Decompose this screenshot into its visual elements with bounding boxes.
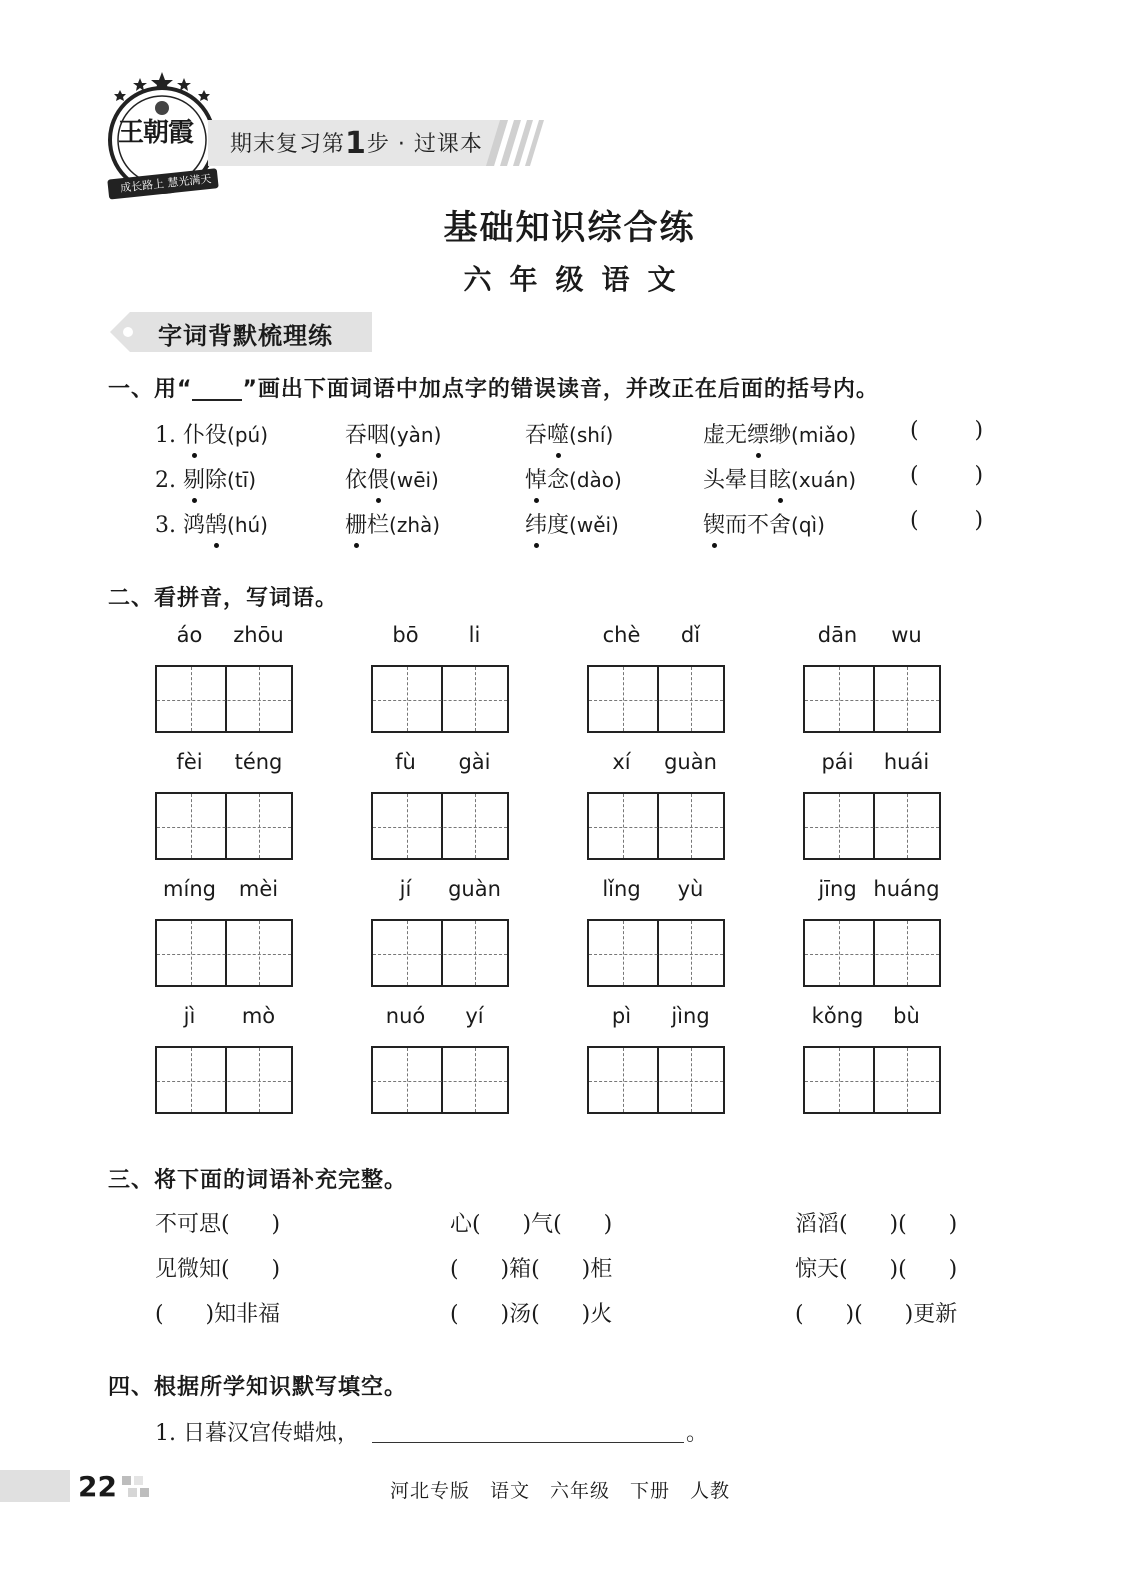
grid-divider bbox=[873, 794, 875, 858]
grid-guide-vertical bbox=[475, 794, 476, 858]
q4-line-1-prefix: 1. 日暮汉宫传蜡烛， bbox=[155, 1421, 359, 1446]
idiom-blank[interactable]: ( )( )更新 bbox=[795, 1302, 958, 1327]
pinyin-syllable: pì bbox=[611, 1004, 632, 1028]
q2-heading: 二、看拼音，写词语。 bbox=[108, 586, 339, 611]
dotted-char: 咽 bbox=[367, 418, 389, 449]
dotted-char: 悼 bbox=[525, 463, 547, 494]
pinyin-syllable: guàn bbox=[664, 750, 717, 774]
pinyin-syllable: kǒng bbox=[811, 1004, 864, 1028]
idiom-blank[interactable]: ( )汤( )火 bbox=[450, 1302, 613, 1327]
pinyin-syllable: téng bbox=[234, 750, 283, 774]
dotted-char: 栅 bbox=[345, 508, 367, 539]
pinyin-syllable: bù bbox=[893, 1004, 920, 1028]
writing-grid[interactable] bbox=[587, 665, 725, 733]
pinyin: (pú) bbox=[227, 423, 269, 447]
grid-guide-vertical bbox=[907, 1048, 908, 1112]
dotted-char: 噬 bbox=[547, 418, 569, 449]
footer-deco bbox=[122, 1476, 131, 1485]
grid-guide-horizontal bbox=[589, 700, 723, 701]
writing-grid[interactable] bbox=[155, 1046, 293, 1114]
q3-heading: 三、将下面的词语补充完整。 bbox=[108, 1168, 408, 1193]
pinyin-syllable: jí bbox=[399, 877, 412, 901]
pinyin-syllable: fèi bbox=[176, 750, 203, 774]
idiom-blank[interactable]: 惊天( )( ) bbox=[795, 1257, 958, 1282]
grid-guide-horizontal bbox=[589, 1081, 723, 1082]
grid-guide-vertical bbox=[623, 921, 624, 985]
q4-heading: 四、根据所学知识默写填空。 bbox=[108, 1375, 408, 1400]
word-char: 栏 bbox=[367, 513, 390, 538]
idiom-blank[interactable]: ( )箱( )柜 bbox=[450, 1257, 613, 1282]
pinyin-syllable: dǐ bbox=[680, 623, 701, 647]
dotted-char: 眩 bbox=[769, 463, 791, 494]
grid-guide-vertical bbox=[475, 921, 476, 985]
writing-grid[interactable] bbox=[587, 1046, 725, 1114]
footer-deco bbox=[128, 1488, 137, 1497]
pinyin-syllable: xí bbox=[612, 750, 631, 774]
grid-divider bbox=[657, 794, 659, 858]
writing-grid[interactable] bbox=[155, 665, 293, 733]
logo-name: 王朝霞 bbox=[118, 118, 194, 148]
pinyin-syllable: lǐng bbox=[602, 877, 641, 901]
writing-grid[interactable] bbox=[803, 1046, 941, 1114]
grid-guide-vertical bbox=[691, 1048, 692, 1112]
pinyin-syllable: li bbox=[468, 623, 481, 647]
pinyin-syllable: wu bbox=[891, 623, 922, 647]
grid-divider bbox=[657, 1048, 659, 1112]
page-number: 22 bbox=[78, 1470, 117, 1503]
grid-guide-horizontal bbox=[805, 1081, 939, 1082]
pinyin: (wěi) bbox=[569, 513, 619, 537]
item-number: 2. bbox=[155, 468, 176, 493]
word-char: 度 bbox=[547, 513, 570, 538]
grid-guide-vertical bbox=[407, 1048, 408, 1112]
grid-guide-horizontal bbox=[373, 954, 507, 955]
word-char: 依 bbox=[345, 468, 368, 493]
pinyin: (shí) bbox=[569, 423, 614, 447]
pinyin-syllable: nuó bbox=[385, 1004, 426, 1028]
pinyin-syllable: guàn bbox=[448, 877, 501, 901]
pinyin-syllable: áo bbox=[176, 623, 203, 647]
grid-divider bbox=[225, 794, 227, 858]
pinyin: (yàn) bbox=[389, 423, 442, 447]
word-char: 念 bbox=[547, 468, 570, 493]
footer-info: 河北专版 语文 六年级 下册 人教 bbox=[390, 1480, 731, 1502]
footer-band bbox=[0, 1470, 70, 1502]
q1-word bbox=[345, 418, 441, 449]
item-number: 1. bbox=[155, 423, 176, 448]
grid-guide-vertical bbox=[407, 921, 408, 985]
writing-grid[interactable] bbox=[371, 665, 509, 733]
idiom-blank[interactable]: 心( )气( ) bbox=[450, 1212, 613, 1237]
pinyin-syllable: zhōu bbox=[233, 623, 284, 647]
q1-word bbox=[703, 418, 856, 449]
pinyin-syllable: jìng bbox=[671, 1004, 710, 1028]
pinyin-syllable: yù bbox=[677, 877, 704, 901]
pinyin: (qì) bbox=[791, 513, 825, 537]
grid-guide-horizontal bbox=[157, 1081, 291, 1082]
writing-grid[interactable] bbox=[155, 792, 293, 860]
q1-heading bbox=[108, 372, 879, 403]
q1-row-3 bbox=[155, 508, 268, 539]
q1-word bbox=[345, 508, 440, 539]
pinyin-syllable: yí bbox=[465, 1004, 484, 1028]
grid-guide-vertical bbox=[475, 667, 476, 731]
grid-guide-vertical bbox=[191, 1048, 192, 1112]
pinyin-syllable: huái bbox=[883, 750, 930, 774]
logo-caption: 成长路上 慧光满天 bbox=[119, 172, 212, 195]
grid-guide-horizontal bbox=[157, 954, 291, 955]
grid-guide-vertical bbox=[907, 667, 908, 731]
q1-word bbox=[525, 463, 622, 494]
pinyin-syllable: mèi bbox=[238, 877, 279, 901]
grid-guide-vertical bbox=[907, 794, 908, 858]
grid-divider bbox=[657, 921, 659, 985]
grid-divider bbox=[225, 921, 227, 985]
pinyin: (xuán) bbox=[791, 468, 857, 492]
grid-guide-horizontal bbox=[157, 827, 291, 828]
answer-paren[interactable]: ( ) bbox=[910, 508, 984, 533]
writing-grid[interactable] bbox=[803, 919, 941, 987]
answer-paren[interactable]: ( ) bbox=[910, 418, 984, 443]
grid-guide-vertical bbox=[475, 1048, 476, 1112]
q1-row-2 bbox=[155, 463, 256, 494]
idiom-blank[interactable]: 见微知( ) bbox=[155, 1257, 281, 1282]
grid-guide-horizontal bbox=[373, 700, 507, 701]
writing-grid[interactable] bbox=[803, 792, 941, 860]
writing-grid[interactable] bbox=[371, 792, 509, 860]
grid-guide-vertical bbox=[907, 921, 908, 985]
grid-guide-vertical bbox=[259, 1048, 260, 1112]
dotted-char: 仆 bbox=[183, 418, 205, 449]
dotted-char: 偎 bbox=[367, 463, 389, 494]
grid-guide-vertical bbox=[691, 667, 692, 731]
grid-guide-vertical bbox=[839, 921, 840, 985]
pinyin: (wēi) bbox=[389, 468, 439, 492]
q1-word bbox=[345, 463, 439, 494]
step-banner-text bbox=[230, 126, 483, 161]
underline-sample bbox=[192, 379, 242, 401]
word-char: 役 bbox=[205, 423, 228, 448]
q1-heading-part2: ”画出下面词语中加点字的错误读音，并改正在后面的括号内。 bbox=[242, 377, 879, 402]
dotted-char: 锲 bbox=[703, 508, 725, 539]
pinyin-syllable: gài bbox=[458, 750, 491, 774]
grid-guide-vertical bbox=[839, 667, 840, 731]
word-char: 除 bbox=[205, 468, 228, 493]
grid-guide-horizontal bbox=[589, 827, 723, 828]
pinyin-syllable: mò bbox=[241, 1004, 276, 1028]
dotted-char: 缥 bbox=[747, 418, 769, 449]
dotted-char: 纬 bbox=[525, 508, 547, 539]
grid-guide-vertical bbox=[691, 921, 692, 985]
q1-row-1 bbox=[155, 418, 268, 449]
pinyin: (dào) bbox=[569, 468, 622, 492]
word-char: 吞 bbox=[525, 423, 548, 448]
grid-guide-vertical bbox=[407, 667, 408, 731]
grid-guide-horizontal bbox=[805, 700, 939, 701]
pinyin-syllable: dān bbox=[817, 623, 858, 647]
pinyin-syllable: jì bbox=[183, 1004, 196, 1028]
banner-step-number: 1 bbox=[345, 126, 367, 161]
q4-line-1-suffix: 。 bbox=[686, 1421, 709, 1446]
grid-divider bbox=[225, 1048, 227, 1112]
pinyin-syllable: bō bbox=[392, 623, 419, 647]
word-char: 鸿 bbox=[183, 513, 206, 538]
dotted-char: 剔 bbox=[183, 463, 205, 494]
pinyin-syllable: chè bbox=[602, 623, 641, 647]
banner-suffix: 步 · 过课本 bbox=[366, 132, 483, 157]
grid-guide-vertical bbox=[691, 794, 692, 858]
grid-guide-horizontal bbox=[589, 954, 723, 955]
grid-divider bbox=[873, 1048, 875, 1112]
idiom-blank[interactable]: ( )知非福 bbox=[155, 1302, 281, 1327]
pinyin: (hú) bbox=[227, 513, 268, 537]
grid-guide-horizontal bbox=[157, 700, 291, 701]
pinyin-syllable: huáng bbox=[873, 877, 940, 901]
grid-guide-horizontal bbox=[805, 954, 939, 955]
answer-paren[interactable]: ( ) bbox=[910, 463, 984, 488]
footer-deco bbox=[140, 1488, 149, 1497]
q1-word bbox=[525, 508, 619, 539]
dotted-char: 鹄 bbox=[205, 508, 227, 539]
pinyin: (tī) bbox=[227, 468, 257, 492]
grid-divider bbox=[657, 667, 659, 731]
grid-divider bbox=[873, 667, 875, 731]
word-char: 头晕目 bbox=[703, 468, 770, 493]
writing-grid[interactable] bbox=[371, 919, 509, 987]
grid-guide-vertical bbox=[839, 1048, 840, 1112]
grid-guide-horizontal bbox=[373, 827, 507, 828]
q1-word bbox=[525, 418, 613, 449]
grid-divider bbox=[441, 1048, 443, 1112]
grid-divider bbox=[441, 794, 443, 858]
word-char: 而不舍 bbox=[725, 513, 792, 538]
grid-guide-horizontal bbox=[805, 827, 939, 828]
q1-heading-part1: 一、用“ bbox=[108, 377, 193, 402]
grid-guide-vertical bbox=[191, 794, 192, 858]
idiom-blank[interactable]: 滔滔( )( ) bbox=[795, 1212, 958, 1237]
idiom-blank[interactable]: 不可思( ) bbox=[155, 1212, 281, 1237]
pinyin: (miǎo) bbox=[791, 423, 857, 447]
pinyin: (zhà) bbox=[389, 513, 441, 537]
writing-grid[interactable] bbox=[587, 919, 725, 987]
grid-guide-vertical bbox=[191, 921, 192, 985]
section-tag: 字词背默梳理练 bbox=[158, 322, 333, 350]
grid-guide-vertical bbox=[259, 794, 260, 858]
pinyin-syllable: fù bbox=[395, 750, 416, 774]
word-char: 虚无 bbox=[703, 423, 748, 448]
q4-answer-line[interactable] bbox=[372, 1442, 684, 1443]
grid-guide-vertical bbox=[259, 667, 260, 731]
page-subtitle: 六年级语文 bbox=[463, 263, 694, 296]
grid-divider bbox=[873, 921, 875, 985]
writing-grid[interactable] bbox=[371, 1046, 509, 1114]
page-title: 基础知识综合练 bbox=[443, 208, 696, 248]
writing-grid[interactable] bbox=[155, 919, 293, 987]
grid-guide-vertical bbox=[407, 794, 408, 858]
grid-guide-vertical bbox=[259, 921, 260, 985]
writing-grid[interactable] bbox=[803, 665, 941, 733]
q1-word bbox=[703, 463, 856, 494]
grid-divider bbox=[225, 667, 227, 731]
grid-guide-horizontal bbox=[373, 1081, 507, 1082]
banner-prefix: 期末复习第 bbox=[230, 132, 346, 157]
footer-deco bbox=[134, 1476, 143, 1485]
grid-guide-vertical bbox=[839, 794, 840, 858]
word-char: 吞 bbox=[345, 423, 368, 448]
grid-divider bbox=[441, 921, 443, 985]
item-number: 3. bbox=[155, 513, 176, 538]
writing-grid[interactable] bbox=[587, 792, 725, 860]
grid-guide-vertical bbox=[191, 667, 192, 731]
q1-word bbox=[703, 508, 825, 539]
pinyin-syllable: míng bbox=[163, 877, 216, 901]
grid-divider bbox=[441, 667, 443, 731]
grid-guide-vertical bbox=[623, 794, 624, 858]
word-char: 缈 bbox=[769, 423, 792, 448]
pinyin-syllable: jīng bbox=[818, 877, 857, 901]
grid-guide-vertical bbox=[623, 1048, 624, 1112]
grid-guide-vertical bbox=[623, 667, 624, 731]
pinyin-syllable: pái bbox=[821, 750, 854, 774]
